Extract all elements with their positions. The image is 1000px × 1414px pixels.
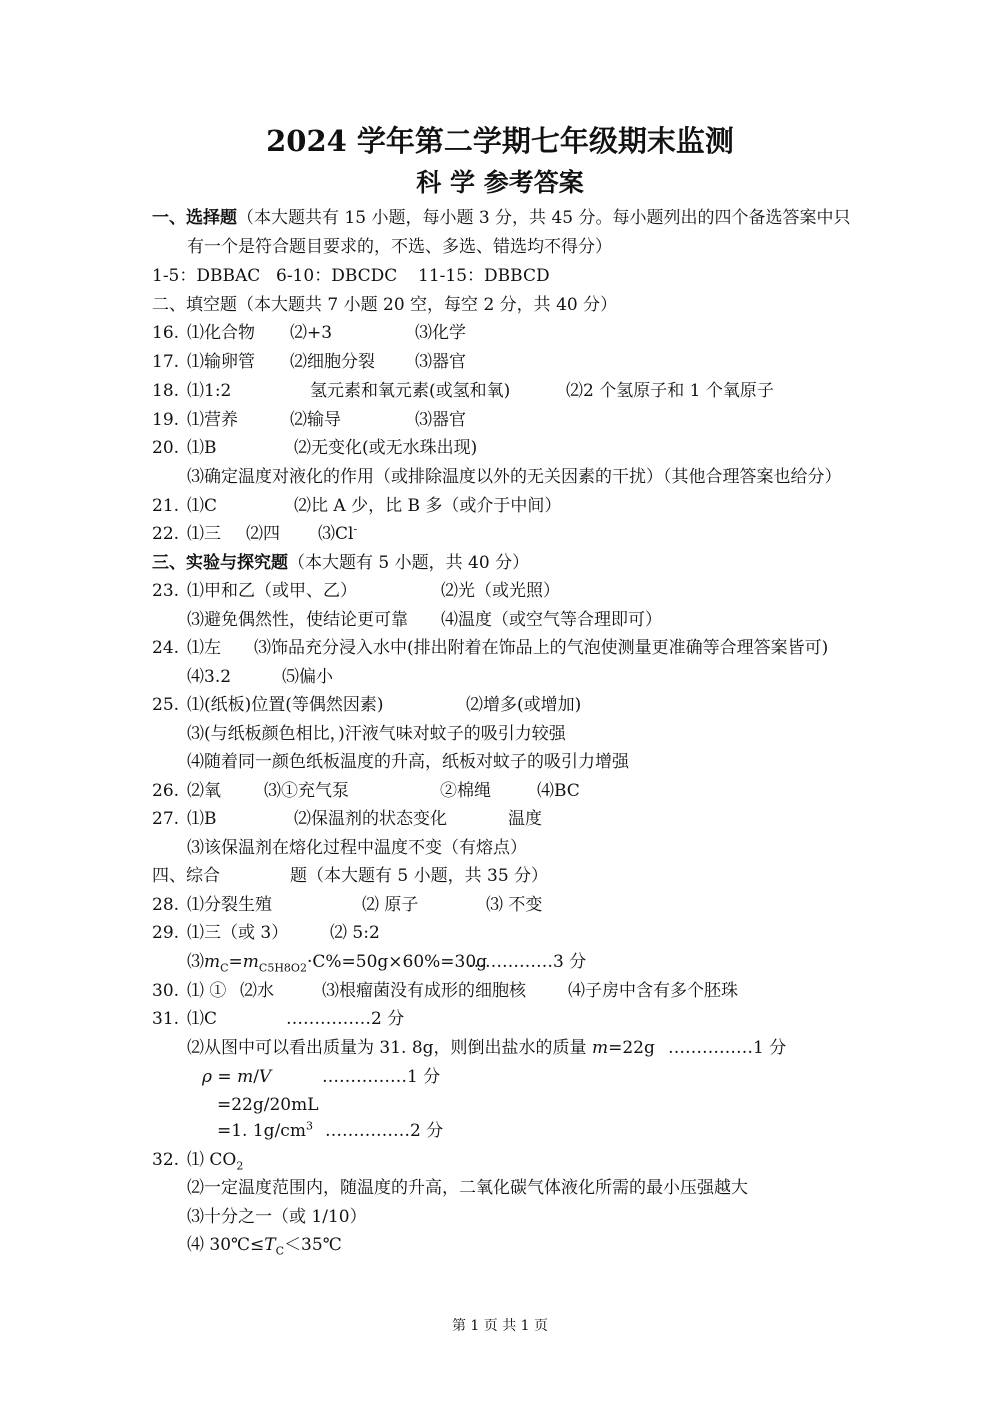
q31-calc-2-sup: 3 (305, 1119, 313, 1133)
q16-answer-1: ⑴化合物 (187, 323, 255, 343)
q24-answer-1: ⑴左 (187, 638, 221, 658)
q29-score: ……………3 分 (468, 952, 587, 972)
q29-num: 29. (152, 923, 180, 943)
q30-answer-1: ⑴ ① (187, 981, 227, 1001)
q32-num: 32. (152, 1150, 180, 1170)
page-subtitle: 科 学 参考答案 (416, 168, 584, 197)
q22-answer-3 (318, 523, 357, 545)
q29-mass-sub-c: C (220, 961, 229, 975)
section-1-desc-cont: 有一个是符合题目要求的，不选、多选、错选均不得分） (187, 237, 612, 257)
q31-answer-2 (187, 1037, 655, 1059)
q31-rho: ρ (202, 1067, 212, 1087)
q23-answer-1: ⑴甲和乙（或甲、乙） (187, 581, 357, 601)
q19-num: 19. (152, 410, 180, 430)
q21-num: 21. (152, 496, 180, 516)
page-footer: 第 1 页 共 1 页 (451, 1318, 549, 1334)
q22-answer-3-text: ⑶Cl (318, 524, 354, 544)
q16-answer-3: ⑶化学 (415, 323, 466, 343)
q19-answer-1: ⑴营养 (187, 410, 238, 430)
q31-score-4: ……………2 分 (325, 1121, 444, 1141)
q23-answer-2: ⑵光（或光照） (441, 581, 560, 601)
q17-answer-3: ⑶器官 (415, 352, 466, 372)
q29-answer-3 (187, 951, 487, 973)
q30-answer-4: ⑷子房中含有多个胚珠 (568, 981, 738, 1001)
answers-1-5: 1-5：DBBAC (152, 266, 261, 286)
q31-m: m (237, 1067, 254, 1087)
q32-answer-4-suffix: ＜35℃ (284, 1235, 342, 1255)
q31-num: 31. (152, 1009, 180, 1029)
q28-answer-2: ⑵ 原子 (362, 895, 419, 915)
q28-num: 28. (152, 895, 180, 915)
q28-answer-3: ⑶ 不变 (486, 895, 543, 915)
q31-slash: / (253, 1067, 259, 1087)
q26-num: 26. (152, 781, 180, 801)
q29-equals: = (228, 952, 243, 972)
section-1-desc: （本大题共有 15 小题，每小题 3 分，共 45 分。每小题列出的四个备选答案中只 (237, 208, 851, 228)
q21-answer-1: ⑴C (187, 496, 218, 516)
q32-temp-sub: C (275, 1244, 285, 1258)
q16-answer-2: ⑵+3 (290, 323, 333, 343)
q25-answer-2: ⑵增多(或增加) (466, 695, 582, 715)
q24-answer-4: ⑷3.2 (187, 667, 232, 687)
q22-answer-2: ⑵四 (246, 524, 280, 544)
section-4-heading-a: 四、综合 (152, 866, 220, 886)
q22-num: 22. (152, 524, 180, 544)
q25-answer-1: ⑴(纸板)位置(等偶然因素) (187, 695, 384, 715)
q20-answer-2: ⑵无变化(或无水珠出现) (294, 438, 478, 458)
q29-answer-2: ⑵ 5:2 (330, 923, 380, 943)
section-3-desc: （本大题有 5 小题，共 40 分） (288, 553, 530, 573)
q16-num: 16. (152, 323, 180, 343)
q25-answer-3: ⑶(与纸板颜色相比，)汗液气味对蚊子的吸引力较强 (187, 724, 566, 744)
q22-answer-1: ⑴三 (187, 524, 221, 544)
q29-answer-1: ⑴三（或 3） (187, 923, 289, 943)
q32-answer-1 (187, 1149, 243, 1171)
q29-calc: ·C%=50g×60%=30g (306, 952, 488, 972)
q18-answer-1: ⑴1:2 (187, 381, 232, 401)
q30-answer-2: ⑵水 (240, 981, 274, 1001)
answers-6-10: 6-10：DBCDC (276, 266, 398, 286)
q18-answer-2: ⑵2 个氢原子和 1 个氧原子 (566, 381, 774, 401)
q29-mass-sub-formula: C5H8O2 (258, 961, 307, 975)
q31-calc-2-text: =1. 1g/cm (217, 1121, 306, 1141)
q26-answer-4: ⑷BC (537, 781, 580, 801)
q25-answer-4: ⑷随着同一颜色纸板温度的升高，纸板对蚊子的吸引力增强 (187, 752, 629, 772)
q24-num: 24. (152, 638, 180, 658)
q18-answer-1b: 氢元素和氧元素(或氢和氧) (310, 381, 511, 401)
q28-answer-1: ⑴分裂生殖 (187, 895, 272, 915)
q31-mass-symbol: m (591, 1038, 609, 1058)
q32-answer-4-prefix: ⑷ 30℃≤ (187, 1235, 265, 1255)
section-2-heading: 二、填空题（本大题共 7 小题 20 空，每空 2 分，共 40 分） (152, 295, 618, 315)
section-3-heading: 三、实验与探究题 (152, 553, 288, 573)
q20-answer-3: ⑶确定温度对液化的作用（或排除温度以外的无关因素的干扰）（其他合理答案也给分） (187, 467, 842, 487)
q25-num: 25. (152, 695, 180, 715)
q32-answer-2: ⑵一定温度范围内，随温度的升高，二氧化碳气体液化所需的最小压强越大 (187, 1178, 748, 1198)
q29-mass-symbol-2: m (242, 952, 259, 972)
q17-num: 17. (152, 352, 180, 372)
q29-mass-symbol: m (204, 952, 221, 972)
q26-answer-2: ⑵氧 (187, 781, 221, 801)
q31-calc-1: =22g/20mL (217, 1095, 319, 1115)
q31-score-1: ……………2 分 (286, 1009, 405, 1029)
q31-calc-2 (217, 1120, 313, 1142)
q31-answer-1: ⑴C (187, 1009, 218, 1029)
section-3 (152, 552, 529, 574)
q27-answer-2: ⑵保温剂的状态变化 (294, 809, 447, 829)
q31-mass-value: =22g (608, 1038, 655, 1058)
q30-answer-3: ⑶根瘤菌没有成形的细胞核 (322, 981, 526, 1001)
q18-num: 18. (152, 381, 180, 401)
q31-score-3: ……………1 分 (322, 1067, 441, 1087)
q32-answer-3: ⑶十分之一（或 1/10） (187, 1207, 367, 1227)
q20-answer-1: ⑴B (187, 438, 217, 458)
q24-answer-5: ⑸偏小 (282, 667, 333, 687)
page-title: 2024 学年第二学期七年级期末监测 (266, 124, 734, 158)
q24-answer-3: ⑶饰品充分浸入水中(排出附着在饰品上的气泡使测量更准确等合理答案皆可) (254, 638, 829, 658)
q32-answer-1-sub: 2 (236, 1159, 244, 1173)
q23-answer-4: ⑷温度（或空气等合理即可） (441, 610, 662, 630)
q31-eq: = (212, 1067, 238, 1087)
q23-answer-3: ⑶避免偶然性，使结论更可靠 (187, 610, 408, 630)
q22-answer-3-sup: - (353, 522, 358, 536)
q20-num: 20. (152, 438, 180, 458)
q30-num: 30. (152, 981, 180, 1001)
q32-answer-4 (187, 1234, 342, 1256)
q29-answer-3-prefix: ⑶ (187, 952, 204, 972)
q23-num: 23. (152, 581, 180, 601)
q27-num: 27. (152, 809, 180, 829)
q31-answer-2-text: ⑵从图中可以看出质量为 31. 8g，则倒出盐水的质量 (187, 1038, 592, 1058)
section-4-heading-b: 题（本大题有 5 小题，共 35 分） (290, 866, 549, 886)
answers-11-15: 11-15：DBBCD (418, 266, 550, 286)
q17-answer-2: ⑵细胞分裂 (290, 352, 375, 372)
q31-density-formula (202, 1066, 271, 1088)
q27-answer-2b: 温度 (508, 809, 542, 829)
q26-answer-3b: ②棉绳 (440, 781, 491, 801)
q31-v: V (258, 1067, 272, 1087)
q32-answer-1-text: ⑴ CO (187, 1150, 237, 1170)
section-1-heading: 一、选择题 (152, 208, 237, 228)
q19-answer-3: ⑶器官 (415, 410, 466, 430)
q21-answer-2: ⑵比 A 少，比 B 多（或介于中间） (294, 496, 562, 516)
q17-answer-1: ⑴输卵管 (187, 352, 255, 372)
section-1 (152, 207, 851, 229)
q27-answer-3: ⑶该保温剂在熔化过程中温度不变（有熔点） (187, 838, 527, 858)
q26-answer-3a: ⑶①充气泵 (264, 781, 349, 801)
q27-answer-1: ⑴B (187, 809, 217, 829)
q19-answer-2: ⑵输导 (290, 410, 341, 430)
q31-score-2: ……………1 分 (668, 1038, 787, 1058)
q32-temp-symbol: T (264, 1235, 276, 1255)
